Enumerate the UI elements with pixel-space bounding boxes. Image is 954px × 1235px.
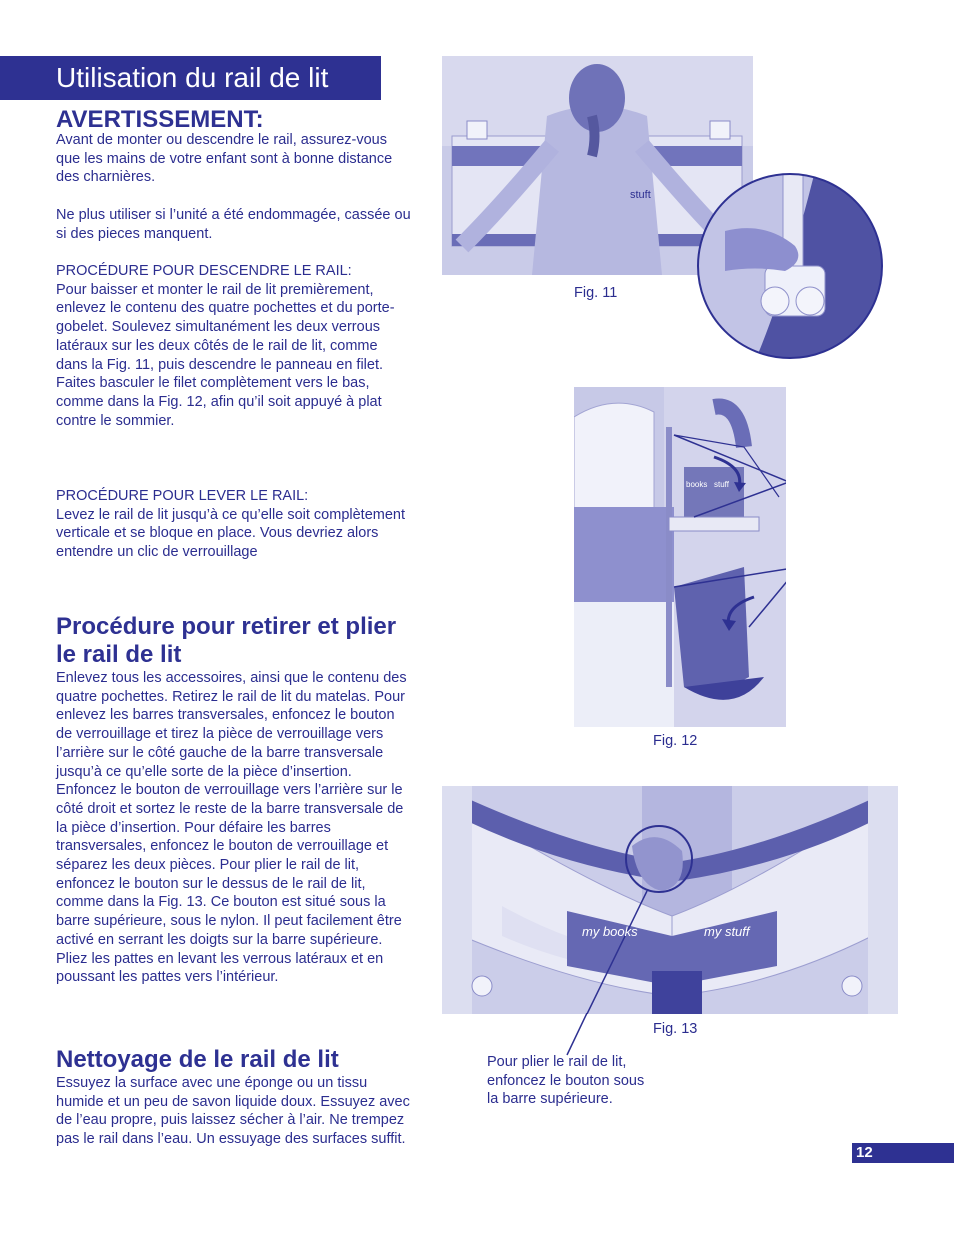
figure-12-photo [574, 387, 786, 727]
remove-text: Enlevez tous les accessoires, ainsi que le contenu des quatre pochettes. Retirez le rail de lit du matelas. Pour enlevez les barres transversales, enfoncez le bouton de verrouillage et tirez la pièce de verrouillage vers l’arrière sur le côté gauche de la barre transversale jusqu’à ce qu’elle sorte de la pièce d’insertion. Enfoncez le bouton de verrouillage vers l’arrière sur le côté droit et sortez le reste de la barre transversale de la pièce d’insertion. Pour défaire les barres transversales, enfoncez le bouton de verrouillage et séparez les deux pièces. Pour plier le rail de lit, enfoncez le bouton sur le dessus de le rail de lit, comme dans la Fig. 13. Ce bouton est situé sous la barre supérieure, sous le nylon. Il peut facilement être activé en serrant les doigts sur la barre supérieure. Pliez les pattes en levant les verrous latéraux et en poussant les pattes vers l’intérieur. [56, 670, 407, 986]
raise-procedure-heading: PROCÉDURE POUR LEVER LE RAIL: [56, 488, 309, 504]
warning-paragraph-2: Ne plus utiliser si l’unité a été endommagée, cassée ou si des pieces manquent. [56, 207, 411, 242]
figure-13-print-label-a: my books [582, 924, 638, 939]
lower-procedure-block [56, 262, 412, 430]
page-title: Utilisation du rail de lit [0, 56, 381, 100]
figure-13-photo [442, 786, 898, 1014]
figure-12-print-label-b: stuff [714, 480, 729, 489]
figure-13-print-label-b: my stuff [704, 924, 750, 939]
figure-13-note: Pour plier le rail de lit, enfoncez le bouton sous la barre supérieure. [487, 1054, 645, 1108]
warning-damage-block [56, 206, 412, 243]
warning-paragraph-1: Avant de monter ou descendre le rail, assurez-vous que les mains de votre enfant sont à bonne distance des charnières. [56, 132, 393, 186]
figure-13-caption: Fig. 13 [653, 1021, 698, 1037]
remove-section [56, 613, 412, 987]
figure-12-print-label-a: books [686, 480, 708, 489]
remove-heading: Procédure pour retirer et plier le rail de lit [56, 613, 397, 668]
raise-procedure-text: Levez le rail de lit jusqu’à ce qu’elle soit complètement verticale et se bloque en place. Vous devriez alors entendre un clic de verrouillage [56, 506, 405, 561]
figure-11-print-label: stuft [630, 189, 651, 201]
warning-section [56, 106, 412, 134]
raise-procedure-block [56, 487, 412, 562]
lower-procedure-text: Pour baisser et monter le rail de lit premièrement, enlevez le contenu des quatre pochettes et du porte-gobelet. Soulevez simultanément les deux verrous latéraux sur les deux côtés de le rail de lit, comme dans la Fig. 11, puis descendre le panneau en filet. Faites basculer le filet complètement vers le bas, comme dans la Fig. 12, afin qu’il soit appuyé à plat contre le sommier. [56, 281, 395, 429]
cleaning-heading: Nettoyage de le rail de lit [56, 1046, 339, 1073]
warning-heading: AVERTISSEMENT: [56, 106, 264, 133]
cleaning-text: Essuyez la surface avec une éponge ou un tissu humide et un peu de savon liquide doux. Essuyez avec de l’eau propre, puis laissez sécher à l’air. Ne trempez pas le rail dans l’eau. Un essuyage des surfaces suffit. [56, 1075, 410, 1148]
figure-11-zoom-circle [695, 171, 885, 361]
lower-procedure-heading: PROCÉDURE POUR DESCENDRE LE RAIL: [56, 263, 352, 279]
figure-12-caption: Fig. 12 [653, 733, 698, 749]
figure-11-caption: Fig. 11 [574, 285, 618, 301]
warning-text-block [56, 131, 412, 187]
cleaning-section [56, 1046, 412, 1149]
page-number: 12 [852, 1143, 954, 1163]
